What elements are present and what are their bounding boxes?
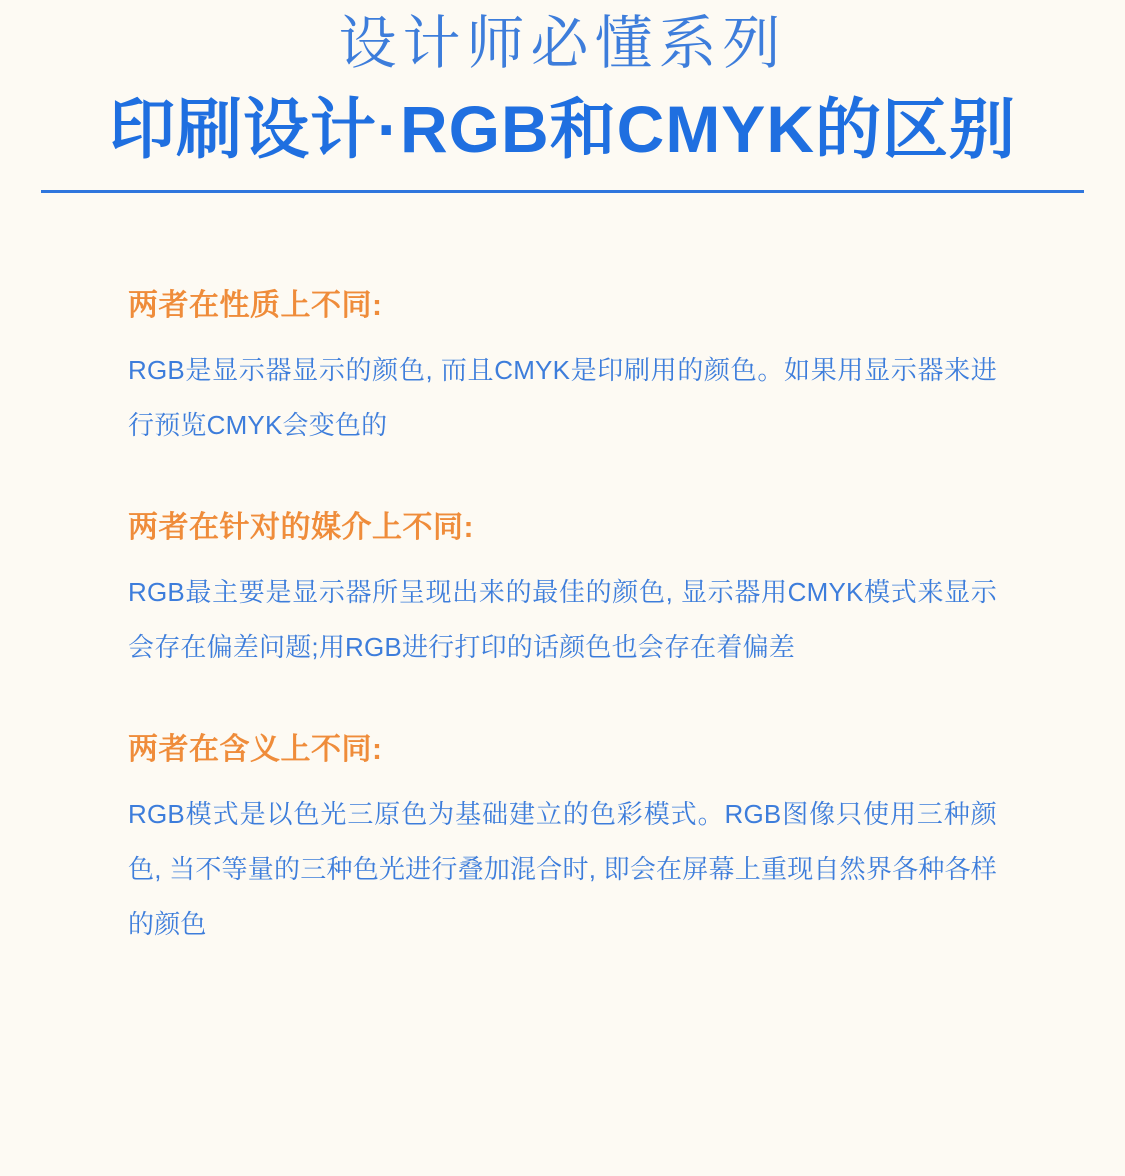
section-heading: 两者在性质上不同: [128, 289, 383, 322]
header-divider [41, 190, 1084, 193]
page-title: 印刷设计·RGB和CMYK的区别 [109, 92, 1016, 166]
section-nature [128, 285, 997, 453]
section-meaning [128, 729, 997, 952]
header-subtitle: 设计师必懂系列 [338, 11, 787, 76]
section-body: RGB模式是以色光三原色为基础建立的色彩模式。RGB图像只使用三种颜色, 当不等量的三种色光进行叠加混合时, 即会在屏幕上重现自然界各种各样的颜色 [128, 799, 997, 939]
section-body: RGB是显示器显示的颜色, 而且CMYK是印刷用的颜色。如果用显示器来进行预览CMYK会变色的 [128, 355, 997, 440]
section-body: RGB最主要是显示器所呈现出来的最佳的颜色, 显示器用CMYK模式来显示会存在偏差问题;用RGB进行打印的话颜色也会存在着偏差 [128, 577, 997, 662]
content-area [0, 285, 1125, 952]
section-medium [128, 507, 997, 675]
section-heading: 两者在含义上不同: [128, 733, 383, 766]
page-header [0, 0, 1125, 193]
section-heading: 两者在针对的媒介上不同: [128, 511, 474, 544]
